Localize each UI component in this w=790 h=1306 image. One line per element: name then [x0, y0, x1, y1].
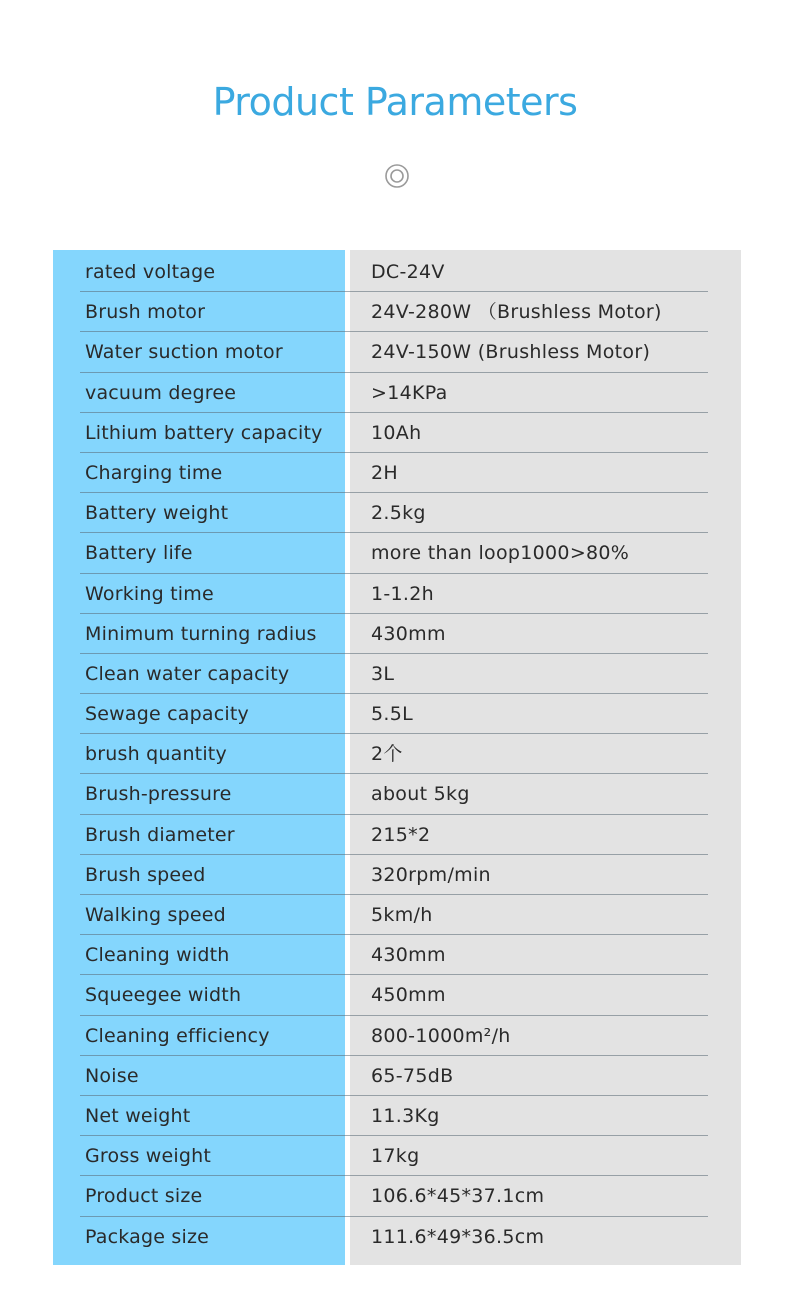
parameter-value: 106.6*45*37.1cm: [371, 1185, 545, 1208]
parameter-label: Clean water capacity: [85, 662, 290, 685]
table-row: [53, 493, 741, 533]
parameter-label: Sewage capacity: [85, 703, 249, 726]
parameter-value: 24V-280W （Brushless Motor): [371, 301, 662, 324]
parameter-value: 5km/h: [371, 904, 433, 926]
parameter-value: more than loop1000>80%: [371, 542, 630, 565]
table-row: [53, 1217, 741, 1257]
table-row: [53, 1136, 741, 1176]
table-row: [53, 815, 741, 855]
parameters-table: [53, 250, 741, 1265]
table-row: [53, 614, 741, 654]
parameter-label: Water suction motor: [85, 341, 283, 364]
parameter-value: 2个: [371, 743, 403, 766]
parameter-value: 24V-150W (Brushless Motor): [371, 341, 651, 364]
parameter-value: DC-24V: [371, 261, 445, 283]
table-row: [53, 734, 741, 774]
parameter-label: Charging time: [85, 461, 223, 484]
table-row: [53, 895, 741, 935]
parameter-label: Minimum turning radius: [85, 622, 317, 645]
table-row: [53, 413, 741, 453]
table-row: [53, 574, 741, 614]
parameter-value: 5.5L: [371, 703, 414, 726]
parameter-label: rated voltage: [85, 261, 216, 283]
parameter-value: 430mm: [371, 944, 446, 967]
table-row: [53, 533, 741, 573]
parameter-value: 3L: [371, 662, 395, 685]
parameter-value: 800-1000m²/h: [371, 1024, 511, 1047]
table-row: [53, 373, 741, 413]
table-rows: [53, 252, 741, 1257]
table-row: [53, 935, 741, 975]
parameter-value: 17kg: [371, 1145, 420, 1168]
parameter-label: Working time: [85, 582, 214, 605]
table-row: [53, 252, 741, 292]
table-row: [53, 855, 741, 895]
parameter-value: 1-1.2h: [371, 582, 435, 605]
table-row: [53, 694, 741, 734]
table-row: [53, 1096, 741, 1136]
parameter-label: Brush motor: [85, 301, 206, 324]
table-row: [53, 654, 741, 694]
parameter-label: Brush-pressure: [85, 783, 232, 806]
parameter-label: Cleaning efficiency: [85, 1024, 270, 1047]
parameter-label: Product size: [85, 1185, 203, 1208]
table-row: [53, 1176, 741, 1216]
parameter-label: Noise: [85, 1064, 139, 1087]
parameter-value: 2H: [371, 461, 398, 484]
parameter-value: 430mm: [371, 622, 446, 645]
table-row: [53, 292, 741, 332]
table-row: [53, 1016, 741, 1056]
parameter-label: Brush speed: [85, 863, 206, 886]
table-row: [53, 774, 741, 814]
concentric-circle-icon: [384, 163, 410, 189]
parameter-label: Lithium battery capacity: [85, 421, 323, 444]
table-row: [53, 975, 741, 1015]
page-title: Product Parameters: [212, 80, 578, 124]
parameter-value: >14KPa: [371, 381, 448, 404]
parameter-label: Gross weight: [85, 1145, 212, 1168]
parameter-label: Battery life: [85, 542, 193, 565]
parameter-label: vacuum degree: [85, 381, 237, 404]
parameter-label: Package size: [85, 1225, 210, 1248]
parameter-label: Walking speed: [85, 904, 226, 926]
table-row: [53, 453, 741, 493]
table-row: [53, 1056, 741, 1096]
parameter-label: Squeegee width: [85, 984, 242, 1007]
parameter-value: 111.6*49*36.5cm: [371, 1225, 545, 1248]
table-row: [53, 332, 741, 372]
parameter-label: Battery weight: [85, 502, 229, 525]
parameter-value: 65-75dB: [371, 1064, 454, 1087]
parameter-value: 320rpm/min: [371, 863, 491, 886]
parameter-value: 10Ah: [371, 421, 422, 444]
parameter-value: about 5kg: [371, 783, 470, 806]
parameter-label: brush quantity: [85, 743, 227, 766]
parameter-value: 11.3Kg: [371, 1104, 440, 1127]
parameter-value: 2.5kg: [371, 502, 426, 525]
parameter-label: Brush diameter: [85, 823, 235, 846]
parameter-value: 215*2: [371, 823, 431, 846]
parameter-value: 450mm: [371, 984, 446, 1007]
parameter-label: Cleaning width: [85, 944, 230, 967]
parameter-label: Net weight: [85, 1104, 191, 1127]
